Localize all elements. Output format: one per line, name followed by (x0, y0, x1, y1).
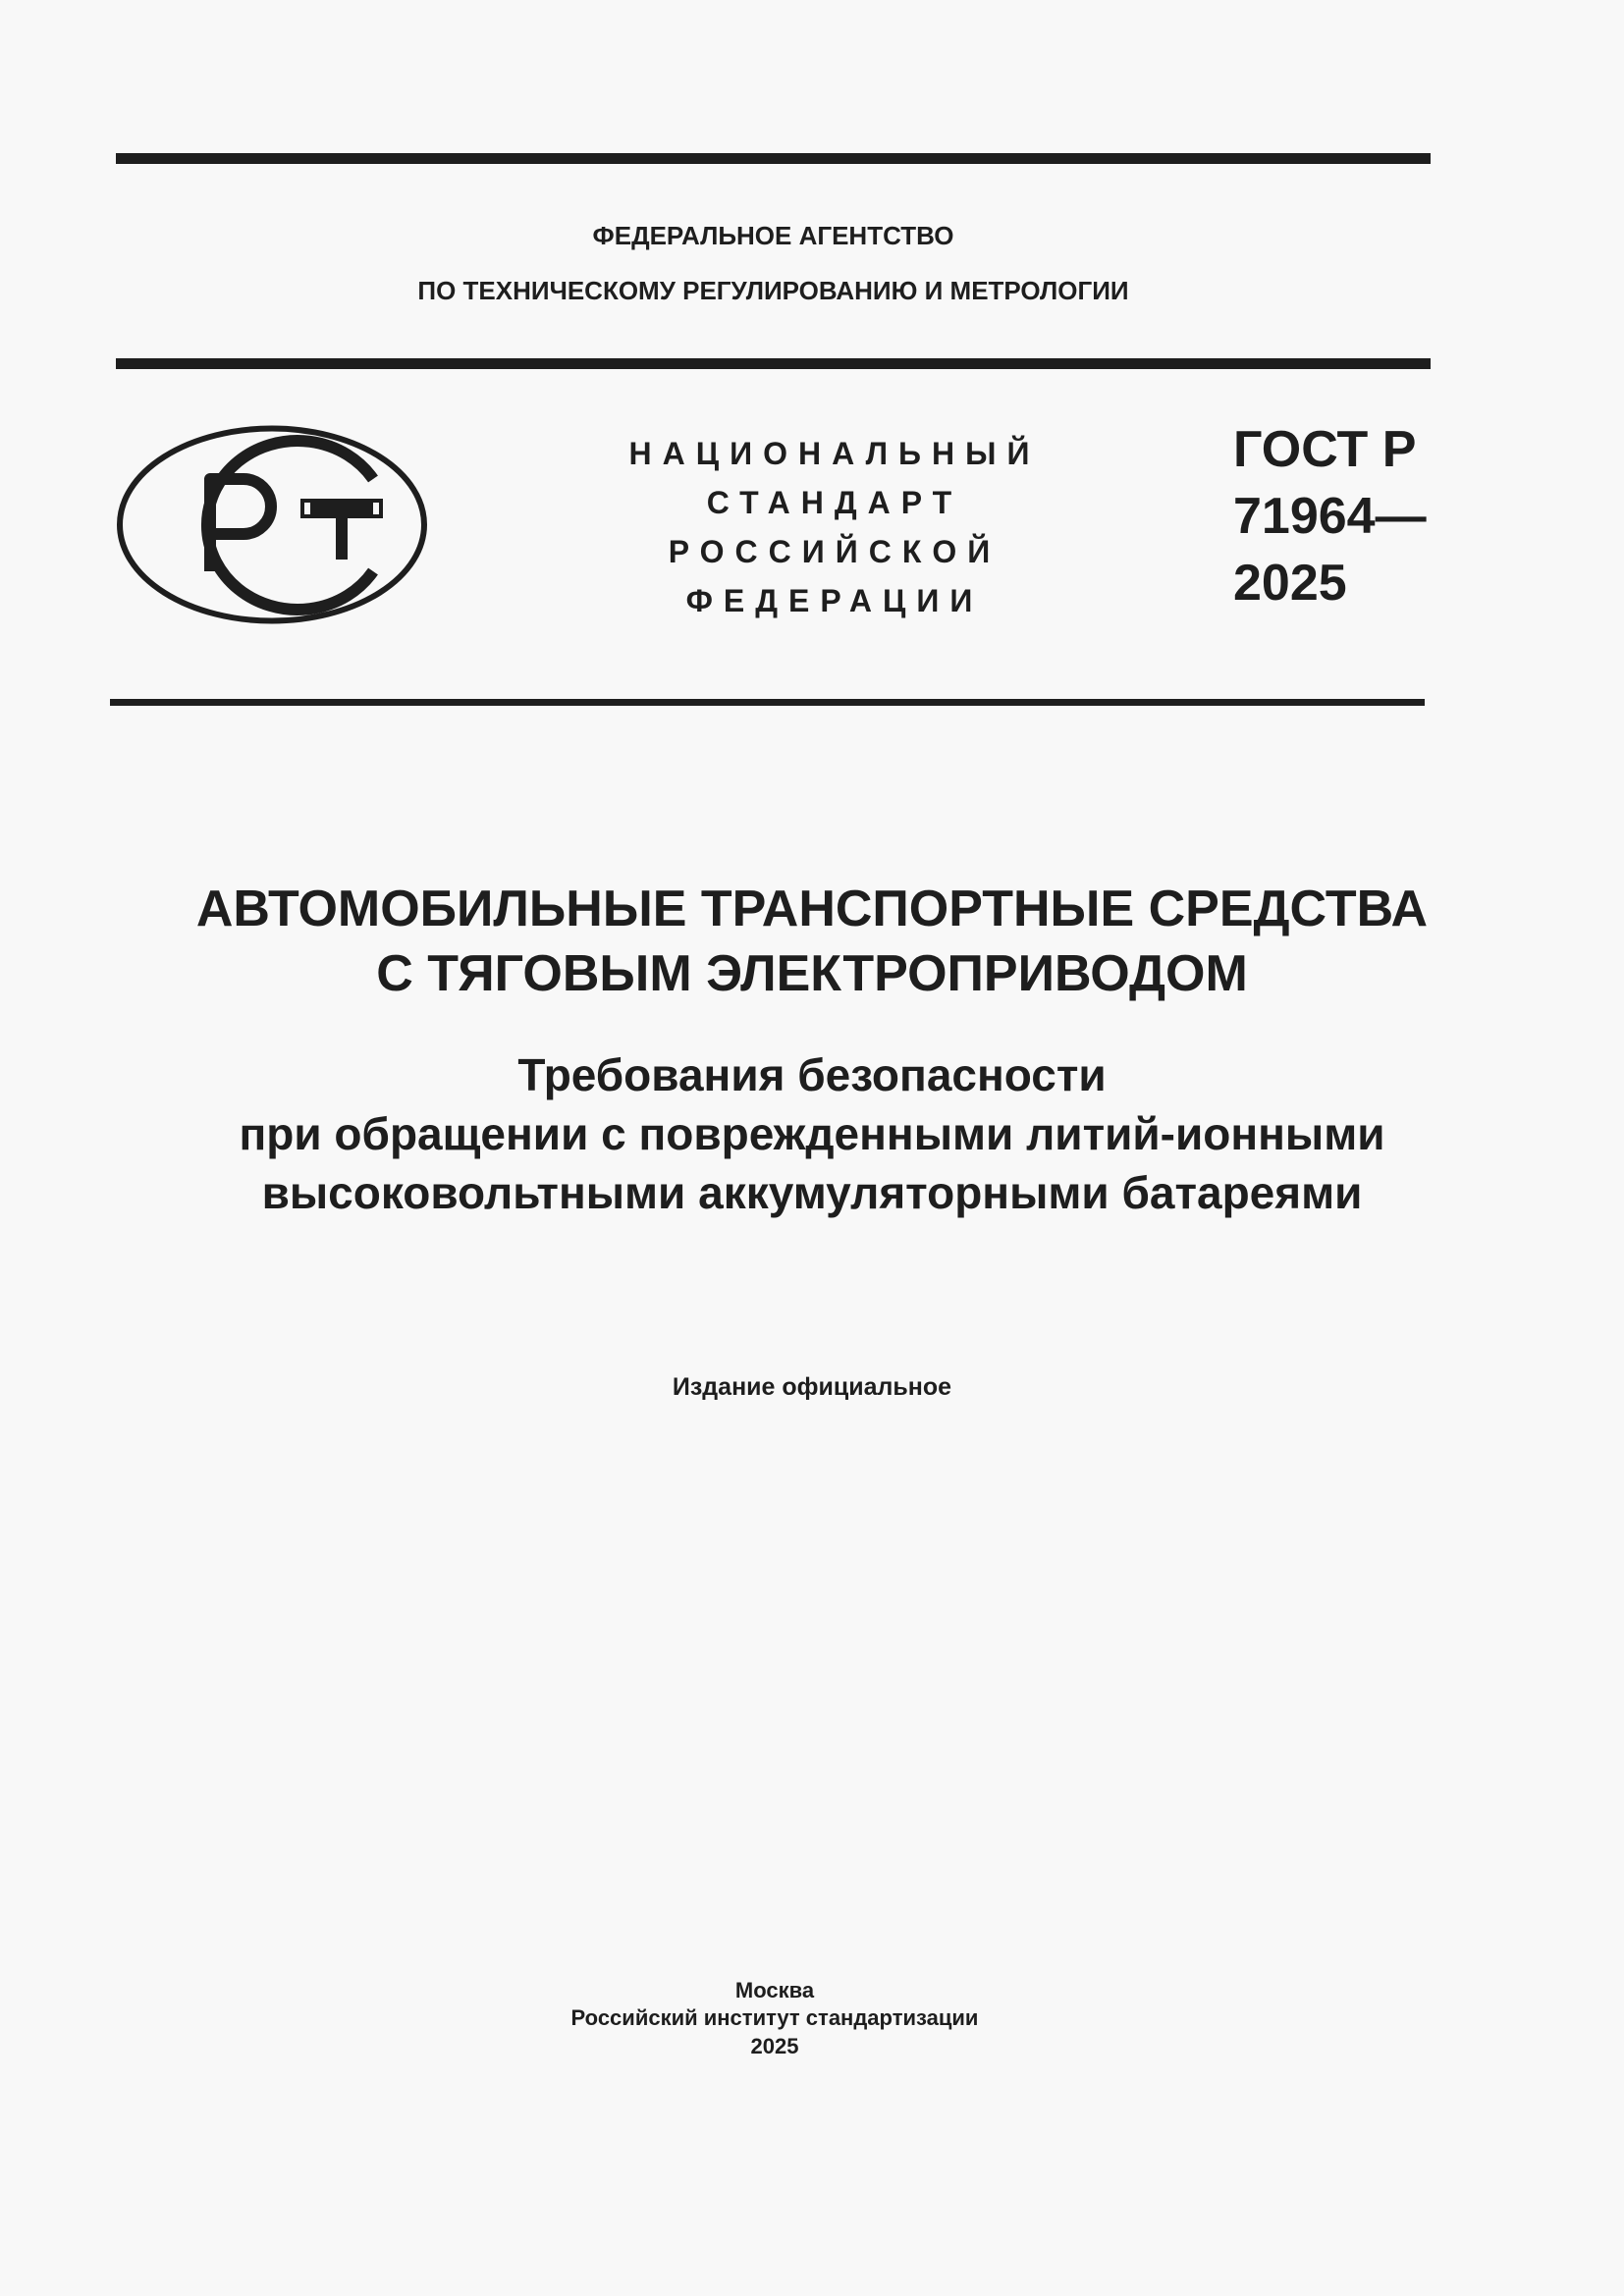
rst-mark-icon (116, 424, 428, 625)
imprint-publisher: Российский институт стандартизации (570, 2005, 979, 2030)
standard-designation-line-1: ГОСТ Р (1233, 421, 1417, 478)
document-subtitle-line-1: Требования безопасности (517, 1049, 1107, 1100)
standard-kind-line-2: СТАНДАРТ (706, 485, 963, 520)
standard-designation-line-2: 71964— (1233, 488, 1427, 545)
document-subtitle-line-3: высоковольтными аккумуляторными батареями (261, 1167, 1363, 1218)
standard-kind-line-3: РОССИЙСКОЙ (668, 534, 1001, 569)
edition-label: Издание официальное (672, 1373, 952, 1401)
agency-bottom-rule (116, 358, 1431, 369)
document-title-line-1: АВТОМОБИЛЬНЫЕ ТРАНСПОРТНЫЕ СРЕДСТВА (195, 881, 1429, 937)
agency-name-line-2: ПО ТЕХНИЧЕСКОМУ РЕГУЛИРОВАНИЮ И МЕТРОЛОГИИ (417, 276, 1129, 305)
standard-kind-line-1: НАЦИОНАЛЬНЫЙ (628, 436, 1041, 471)
document-title-line-2: С ТЯГОВЫМ ЭЛЕКТРОПРИВОДОМ (376, 945, 1248, 1002)
top-rule (116, 153, 1431, 164)
standard-designation-line-3: 2025 (1233, 555, 1347, 612)
imprint-city: Москва (734, 1978, 815, 2002)
header-bottom-rule (110, 699, 1425, 706)
imprint-year: 2025 (750, 2034, 799, 2058)
standard-kind-line-4: ФЕДЕРАЦИИ (685, 583, 984, 618)
document-subtitle-line-2: при обращении с поврежденными литий-ионными (239, 1108, 1385, 1159)
agency-name-line-1: ФЕДЕРАЛЬНОЕ АГЕНТСТВО (592, 221, 954, 250)
